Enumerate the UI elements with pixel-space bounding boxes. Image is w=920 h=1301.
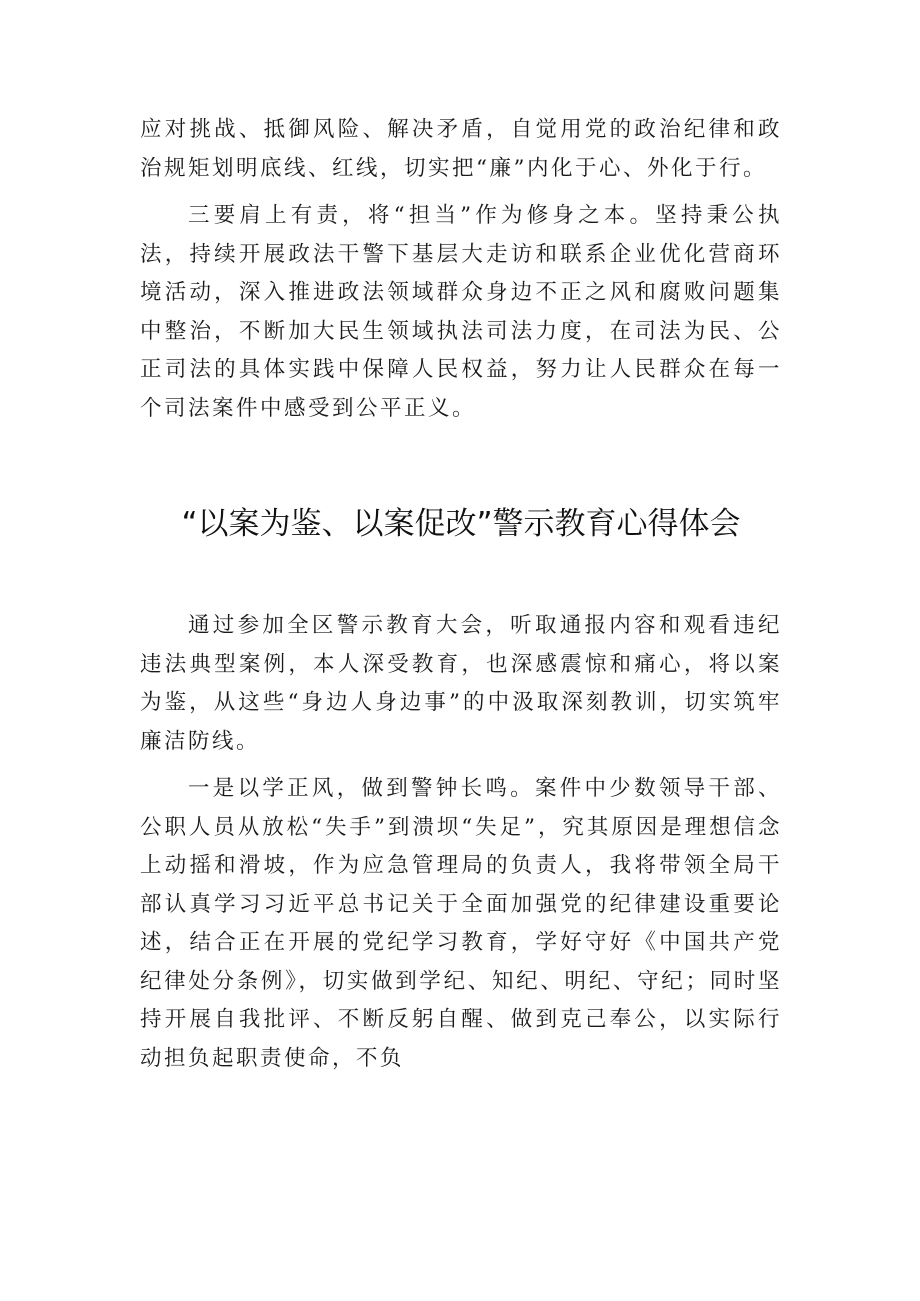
paragraph-third-duty: 三要肩上有责，将“担当”作为修身之本。坚持秉公执法，持续开展政法干警下基层大走访和联系企业优化营商环境活动，深入推进政法领域群众身边不正之风和腐败问题集中整治，不断加大民生领域执法司法力度，在司法为民、公正司法的具体实践中保障人民权益，努力让人民群众在每一个司法案件中感受到公平正义。 bbox=[140, 203, 782, 421]
paragraph-first-point: 一是以学正风，做到警钟长鸣。案件中少数领导干部、公职人员从放松“失手”到溃坝“失足”，究其原因是理想信念上动摇和滑坡，作为应急管理局的负责人，我将带领全局干部认真学习习近平总书记关于全面加强党的纪律建设重要论述，结合正在开展的党纪学习教育，学好守好《中国共产党纪律处分条例》，切实做到学纪、知纪、明纪、守纪；同时坚持开展自我批评、不断反躬自醒、做到克己奉公，以实际行动担负起职责使命，不负 bbox=[140, 776, 782, 1071]
article-title: “以案为鉴、以案促改”警示教育心得体会 bbox=[181, 506, 741, 542]
paragraph-intro: 通过参加全区警示教育大会，听取通报内容和观看违纪违法典型案例，本人深受教育，也深感震惊和痛心，将以案为鉴，从这些“身边人身边事”的中汲取深刻教训，切实筑牢廉洁防线。 bbox=[140, 613, 782, 754]
paragraph-continuation: 应对挑战、抵御风险、解决矛盾，自觉用党的政治纪律和政治规矩划明底线、红线，切实把“廉”内化于心、外化于行。 bbox=[140, 117, 782, 181]
document-body bbox=[140, 111, 782, 1078]
